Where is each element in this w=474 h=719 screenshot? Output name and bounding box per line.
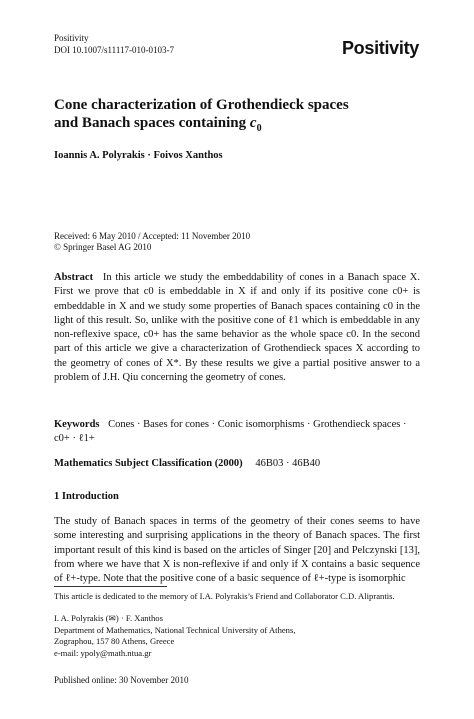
affiliation-dept: Department of Mathematics, National Technical University of Athens, [54,624,296,635]
affiliation-address: Zographou, 157 80 Athens, Greece [54,636,175,646]
footnote-rule [54,586,167,587]
intro-paragraph: The study of Banach spaces in terms of the geometry of their cones seems to have some interesting and surprising applications in the theory of Banach spaces. The first important result of this kind is based on the articles of Singer [20] and Pelczynski [13], from where we have that X is non-reflexive if and only if X contains a basic sequence of ℓ+-type. Note that the positive cone of a basic sequence of ℓ+-type is isomorphic [54,516,420,585]
affiliation [54,613,295,659]
affiliation-authors: I. A. Polyrakis (✉) · F. Xanthos [54,613,163,623]
title-math-sub: 0 [256,123,262,134]
msc-classification [54,458,320,469]
article-history [54,231,250,253]
title-line-2-text: and Banach spaces containing [54,115,250,131]
paper-title [54,96,424,138]
section-heading: 1 Introduction [54,491,119,502]
journal-name: Positivity [54,33,89,43]
published-online: Published online: 30 November 2010 [54,675,189,685]
affiliation-email: e-mail: ypoly@math.ntua.gr [54,647,152,658]
msc-label: Mathematics Subject Classification (2000) [54,458,243,469]
copyright: © Springer Basel AG 2010 [54,242,152,252]
msc-codes: 46B03 · 46B40 [255,458,321,469]
title-math: c [249,115,257,131]
keywords-label: Keywords [54,419,100,430]
keywords-text: Cones · Bases for cones · Conic isomorphisms · Grothendieck spaces · c0+ · ℓ1+ [54,419,407,445]
abstract-label: Abstract [54,272,94,283]
keywords [54,418,420,447]
title-line-2 [54,114,424,138]
abstract-text: In this article we study the embeddability of cones in a Banach space X. First we prove that c0 is embeddable in X if and only if its positive cone c0+ is embeddable in X and we study some properties of Banach spaces containing c0 in the light of this result. So, unlike with the positive cone of ℓ1 which is embeddable in any non-reflexive space, c0+ has the same behavior as the whole space c0. In the second part of this article we give a characterization of Grothendieck spaces X according to the geometry of cones of X*. By these results we give a partial positive answer to a problem of J.H. Qiu concerning the geometry of cones. [54,272,421,384]
received-accepted: Received: 6 May 2010 / Accepted: 11 November 2010 [54,231,251,241]
author-list: Ioannis A. Polyrakis · Foivos Xanthos [54,150,223,161]
running-header [54,32,174,56]
dedication-note: This article is dedicated to the memory of I.A. Polyrakis’s Friend and Collaborator C.D. Aliprantis. [54,591,395,601]
doi: DOI 10.1007/s11117-010-0103-7 [54,45,174,55]
journal-logo: Positivity [341,38,419,58]
abstract [54,271,420,385]
title-line-1: Cone characterization of Grothendieck spaces [54,97,349,113]
